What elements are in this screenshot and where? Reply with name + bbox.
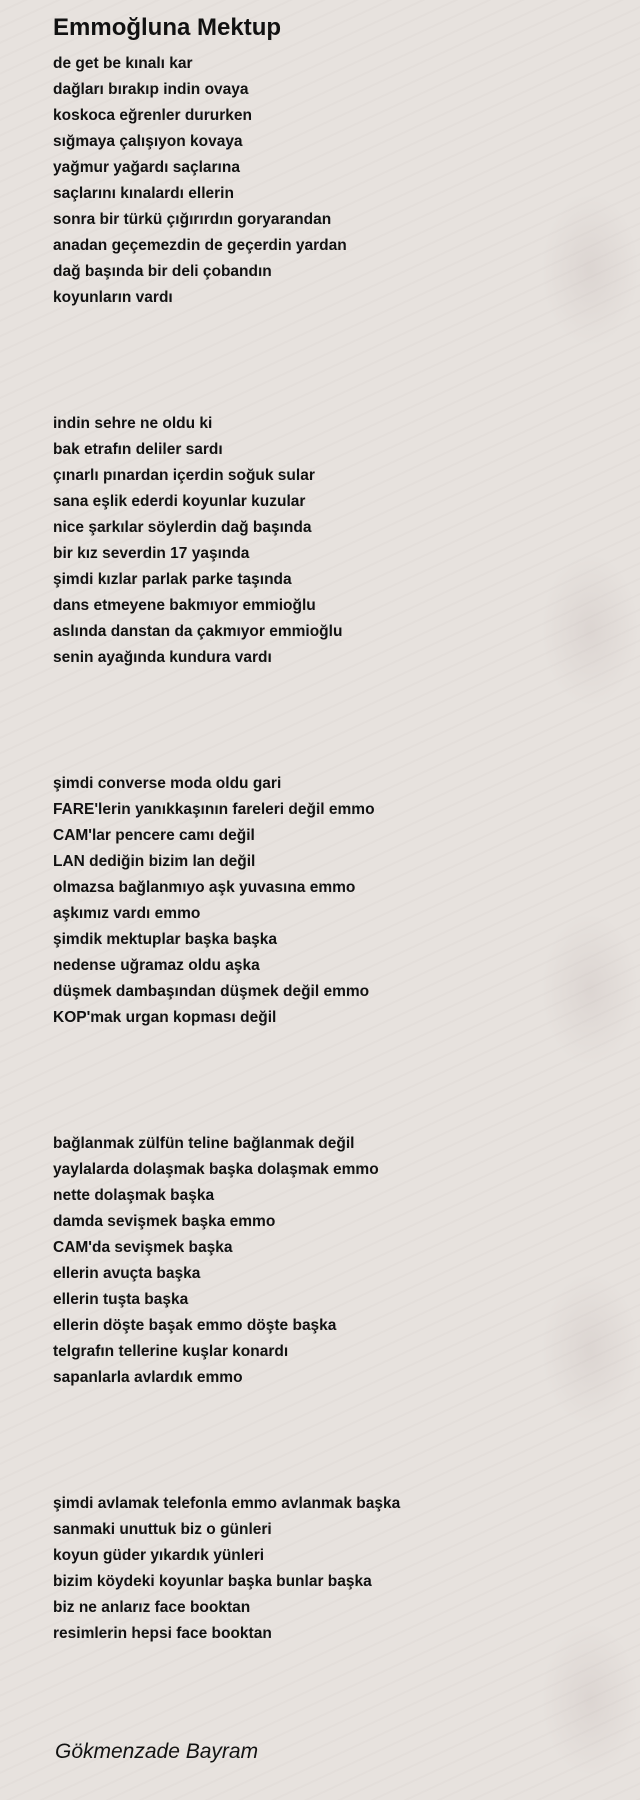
poem-line: ellerin döşte başak emmo döşte başka xyxy=(53,1317,337,1334)
poem-line: bak etrafın deliler sardı xyxy=(53,441,223,458)
poem-line: KOP'mak urgan kopması değil xyxy=(53,1009,277,1026)
poem-line: sanmaki unuttuk biz o günleri xyxy=(53,1521,272,1538)
poem-line: dağları bırakıp indin ovaya xyxy=(53,81,249,98)
poem-line: damda sevişmek başka emmo xyxy=(53,1213,276,1230)
stanza-2 xyxy=(53,411,342,671)
poem-line: aşkımız vardı emmo xyxy=(53,905,201,922)
poem-line: CAM'da sevişmek başka xyxy=(53,1239,233,1256)
poem-line: olmazsa bağlanmıyo aşk yuvasına emmo xyxy=(53,879,356,896)
poem-line: dans etmeyene bakmıyor emmioğlu xyxy=(53,597,316,614)
stanza-3 xyxy=(53,771,375,1031)
stanza-1 xyxy=(53,51,347,311)
poem-line: saçlarını kınalardı ellerin xyxy=(53,185,234,202)
stanza-5 xyxy=(53,1491,400,1647)
stanza-4 xyxy=(53,1131,379,1391)
poem-line: sığmaya çalışıyon kovaya xyxy=(53,133,243,150)
poem-line: de get be kınalı kar xyxy=(53,55,193,72)
poem-line: resimlerin hepsi face booktan xyxy=(53,1625,272,1642)
poem-line: bir kız severdin 17 yaşında xyxy=(53,545,250,562)
poem-line: yaylalarda dolaşmak başka dolaşmak emmo xyxy=(53,1161,379,1178)
poem-line: biz ne anlarız face booktan xyxy=(53,1599,251,1616)
poem-line: şimdi avlamak telefonla emmo avlanmak başka xyxy=(53,1495,401,1512)
poem-line: sana eşlik ederdi koyunlar kuzular xyxy=(53,493,306,510)
poem-line: bağlanmak zülfün teline bağlanmak değil xyxy=(53,1135,355,1152)
poem-line: sapanlarla avlardık emmo xyxy=(53,1369,243,1386)
poem-line: indin sehre ne oldu ki xyxy=(53,415,213,432)
poem-line: koskoca eğrenler dururken xyxy=(53,107,252,124)
poem-line: şimdik mektuplar başka başka xyxy=(53,931,278,948)
poem-line: dağ başında bir deli çobandın xyxy=(53,263,272,280)
poem-line: şimdi converse moda oldu gari xyxy=(53,775,282,792)
poem-line: ellerin tuşta başka xyxy=(53,1291,189,1308)
poem-line: şimdi kızlar parlak parke taşında xyxy=(53,571,292,588)
poem-line: çınarlı pınardan içerdin soğuk sular xyxy=(53,467,315,484)
poem-line: koyun güder yıkardık yünleri xyxy=(53,1547,265,1564)
poem-line: aslında danstan da çakmıyor emmioğlu xyxy=(53,623,343,640)
poem-title: Emmoğluna Mektup xyxy=(53,14,282,41)
poem-line: nette dolaşmak başka xyxy=(53,1187,215,1204)
poem-line: LAN dediğin bizim lan değil xyxy=(53,853,256,870)
poem-line: FARE'lerin yanıkkaşının fareleri değil emmo xyxy=(53,801,375,818)
poem-line: telgrafın tellerine kuşlar konardı xyxy=(53,1343,289,1360)
poem-line: senin ayağında kundura vardı xyxy=(53,649,272,666)
poem-line: bizim köydeki koyunlar başka bunlar başka xyxy=(53,1573,372,1590)
poem-line: düşmek dambaşından düşmek değil emmo xyxy=(53,983,370,1000)
poem-line: nice şarkılar söylerdin dağ başında xyxy=(53,519,312,536)
poem-line: anadan geçemezdin de geçerdin yardan xyxy=(53,237,347,254)
poem-line: sonra bir türkü çığırırdın goryarandan xyxy=(53,211,332,228)
poem-line: nedense uğramaz oldu aşka xyxy=(53,957,260,974)
poem-author: Gökmenzade Bayram xyxy=(55,1740,259,1763)
poem-line: CAM'lar pencere camı değil xyxy=(53,827,255,844)
poem-line: ellerin avuçta başka xyxy=(53,1265,201,1282)
poem-line: koyunların vardı xyxy=(53,289,173,306)
poem-line: yağmur yağardı saçlarına xyxy=(53,159,240,176)
